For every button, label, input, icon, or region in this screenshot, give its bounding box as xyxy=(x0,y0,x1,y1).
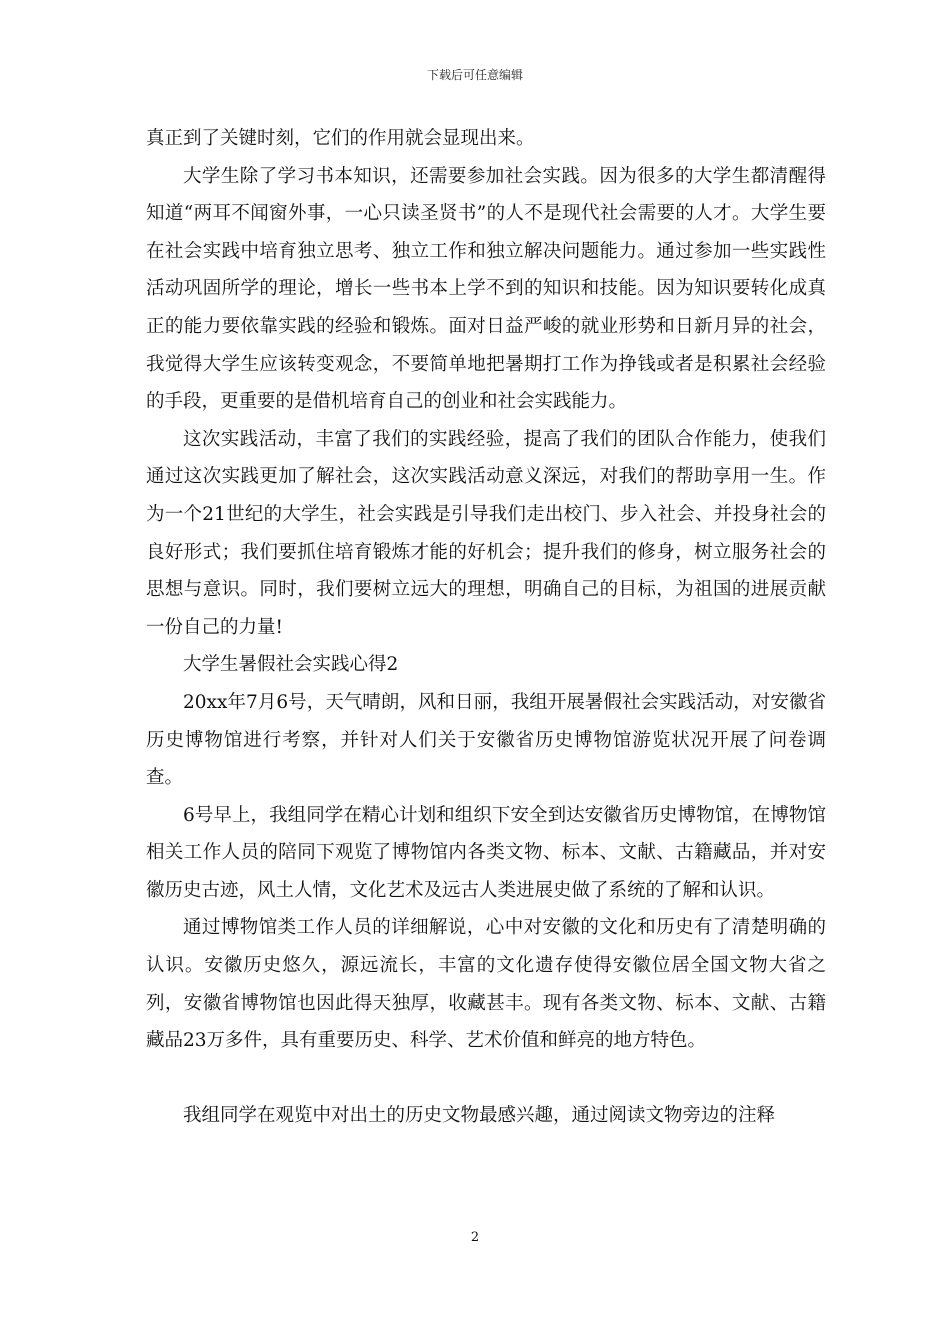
page-header: 下载后可任意编辑 xyxy=(426,68,523,82)
blank-line xyxy=(146,1060,826,1098)
paragraph-7: 我组同学在观览中对出土的历史文物最感兴趣，通过阅读文物旁边的注释 xyxy=(183,1105,776,1127)
paragraph-4: 20xx年7月6号，天气晴朗，风和日丽，我组开展暑假社会实践活动，对安徽省历史博物馆进行考察，并针对人们关于安徽省历史博物馆游览状况开展了问卷调查。 xyxy=(146,691,826,789)
section-heading: 大学生暑假社会实践心得2 xyxy=(183,654,399,676)
document-body xyxy=(146,120,826,1135)
paragraph-6: 通过博物馆类工作人员的详细解说，心中对安徽的文化和历史有了清楚明确的认识。安徽历史悠久，源远流长，丰富的文化遗存使得安徽位居全国文物大省之列，安徽省博物馆也因此得天独厚，收藏甚丰。现有各类文物、标本、文献、古籍藏品23万多件，具有重要历史、科学、艺术价值和鲜亮的地方特色。 xyxy=(146,917,826,1052)
paragraph-1: 真正到了关键时刻，它们的作用就会显现出来。 xyxy=(146,128,535,149)
paragraph-5: 6号早上，我组同学在精心计划和组织下安全到达安徽省历史博物馆，在博物馆相关工作人员的陪同下观览了博物馆内各类文物、标本、文献、古籍藏品，并对安徽历史古迹，风土人情，文化艺术及远古人类进展史做了系统的了解和认识。 xyxy=(146,804,826,901)
paragraph-2: 大学生除了学习书本知识，还需要参加社会实践。因为很多的大学生都清醒得知道“两耳不闻窗外事，一心只读圣贤书”的人不是现代社会需要的人才。大学生要在社会实践中培育独立思考、独立工作和独立解决问题能力。通过参加一些实践性活动巩固所学的理论，增长一些书本上学不到的知识和技能。因为知识要转化成真正的能力要依靠实践的经验和锻炼。面对日益严峻的就业形势和日新月异的社会，我觉得大学生应该转变观念，不要简单地把暑期打工作为挣钱或者是积累社会经验的手段，更重要的是借机培育自己的创业和社会实践能力。 xyxy=(146,165,826,413)
paragraph-3: 这次实践活动，丰富了我们的实践经验，提高了我们的团队合作能力，使我们通过这次实践更加了解社会，这次实践活动意义深远，对我们的帮助享用一生。作为一个21世纪的大学生，社会实践是引导我们走出校门、步入社会、并投身社会的良好形式；我们要抓住培育锻炼才能的好机会；提升我们的修身，树立服务社会的思想与意识。同时，我们要树立远大的理想，明确自己的目标，为祖国的进展贡献一份自己的力量! xyxy=(146,428,826,638)
page-number: 2 xyxy=(470,1230,480,1245)
